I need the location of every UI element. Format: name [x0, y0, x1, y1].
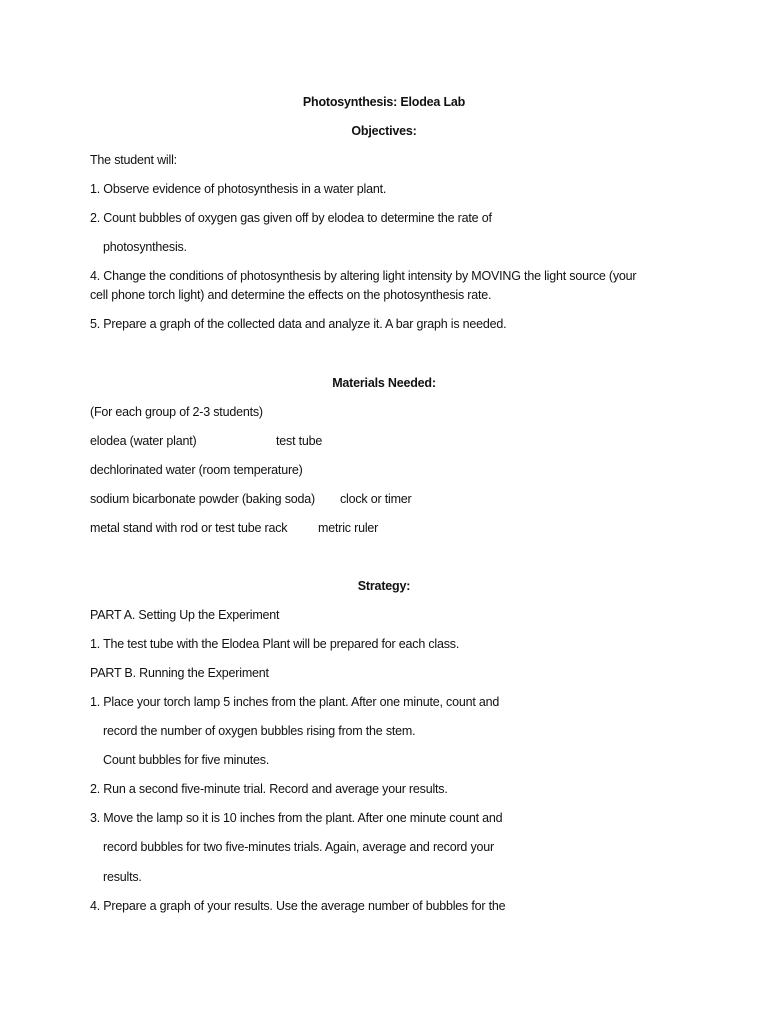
objective-item: 5. Prepare a graph of the collected data and analyze it. A bar graph is needed. [90, 317, 507, 331]
materials-row [90, 520, 379, 536]
material-item: dechlorinated water (room temperature) [90, 463, 303, 477]
part-a-heading: PART A. Setting Up the Experiment [90, 608, 280, 622]
materials-row [90, 491, 412, 507]
part-b-step: 1. Place your torch lamp 5 inches from the plant. After one minute, count and [90, 695, 500, 709]
objective-item-continuation: photosynthesis. [103, 240, 187, 254]
part-b-step: 4. Prepare a graph of your results. Use the average number of bubbles for the [90, 899, 506, 913]
part-b-step-continuation: record bubbles for two five-minutes trials. Again, average and record your [103, 840, 494, 854]
part-a-step: 1. The test tube with the Elodea Plant will be prepared for each class. [90, 637, 460, 651]
part-b-step: 2. Run a second five-minute trial. Record and average your results. [90, 782, 448, 796]
objective-item: 2. Count bubbles of oxygen gas given off by elodea to determine the rate of [90, 211, 492, 225]
material-item: test tube [276, 434, 323, 448]
strategy-heading: Strategy: [357, 579, 411, 593]
part-b-step-continuation: results. [103, 870, 142, 884]
objectives-heading: Objectives: [351, 124, 417, 138]
materials-row [90, 462, 303, 478]
objective-item: 1. Observe evidence of photosynthesis in a water plant. [90, 182, 387, 196]
materials-heading: Materials Needed: [332, 376, 436, 390]
part-b-step-continuation: record the number of oxygen bubbles rising from the stem. [103, 724, 416, 738]
material-item: metric ruler [318, 521, 379, 535]
material-item: elodea (water plant) [90, 434, 197, 448]
part-b-step: 3. Move the lamp so it is 10 inches from the plant. After one minute count and [90, 811, 503, 825]
material-item: clock or timer [340, 492, 412, 506]
materials-note: (For each group of 2-3 students) [90, 405, 263, 419]
part-b-step-continuation: Count bubbles for five minutes. [103, 753, 270, 767]
objective-item: 4. Change the conditions of photosynthesis by altering light intensity by MOVING the light source (your [90, 269, 637, 283]
material-item: metal stand with rod or test tube rack [90, 521, 288, 535]
materials-row [90, 433, 323, 449]
part-b-heading: PART B. Running the Experiment [90, 666, 269, 680]
page-title: Photosynthesis: Elodea Lab [302, 95, 466, 109]
material-item: sodium bicarbonate powder (baking soda) [90, 492, 315, 506]
objective-item-continuation: cell phone torch light) and determine the effects on the photosynthesis rate. [90, 288, 492, 302]
objectives-intro: The student will: [90, 153, 177, 167]
